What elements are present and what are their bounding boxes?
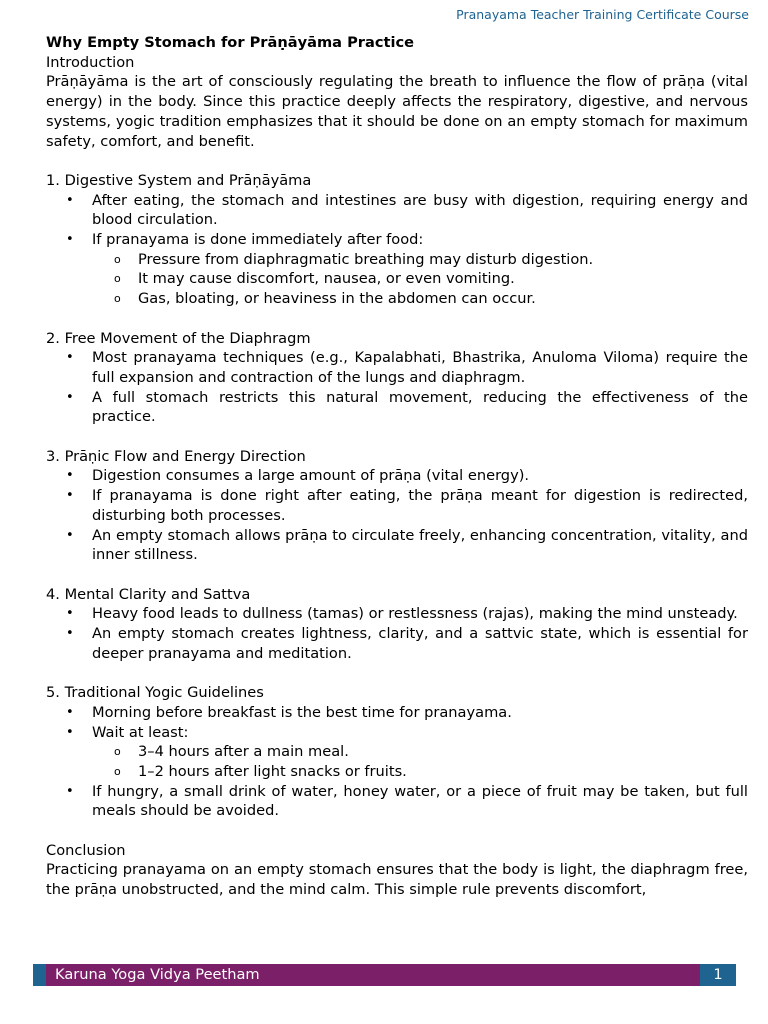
section-heading-pranic-flow: 3. Prāṇic Flow and Energy Direction xyxy=(46,447,306,465)
section-heading-mental-clarity: 4. Mental Clarity and Sattva xyxy=(46,585,251,603)
document-title: Why Empty Stomach for Prāṇāyāma Practice xyxy=(46,34,415,51)
list-item xyxy=(46,604,748,624)
hollow-bullet-icon: o xyxy=(114,272,121,286)
bullet-icon: • xyxy=(66,192,74,208)
bullet-icon: • xyxy=(66,350,74,366)
page-number: 1 xyxy=(700,964,736,986)
bullet-list xyxy=(46,348,748,427)
bullet-list xyxy=(46,191,748,309)
list-item-text: Morning before breakfast is the best time for pranayama. xyxy=(92,703,512,721)
list-item xyxy=(46,624,748,663)
list-item xyxy=(46,191,748,230)
list-item-text: Digestion consumes a large amount of prāṇa (vital energy). xyxy=(92,467,530,485)
hollow-bullet-icon: o xyxy=(114,252,121,266)
sub-list-item xyxy=(92,289,748,309)
list-item xyxy=(46,703,748,723)
sub-bullet-list xyxy=(92,742,748,781)
bullet-icon: • xyxy=(66,724,74,740)
footer-accent-block xyxy=(33,964,46,986)
bullet-list xyxy=(46,604,748,663)
bullet-icon: • xyxy=(66,232,74,248)
bullet-icon: • xyxy=(66,704,74,720)
bullet-icon: • xyxy=(66,626,74,642)
bullet-list xyxy=(46,466,748,565)
list-item xyxy=(46,348,748,387)
page-footer xyxy=(33,964,736,986)
bullet-icon: • xyxy=(66,389,74,405)
list-item xyxy=(46,723,748,782)
page-header: Pranayama Teacher Training Certificate Course xyxy=(456,7,749,22)
sub-bullet-list xyxy=(92,250,748,309)
conclusion-paragraph: Practicing pranayama on an empty stomach ensures that the body is light, the diaphragm free, the prāṇa unobstructed, and the mind calm. This simple rule prevents discomfort, xyxy=(46,861,748,899)
bullet-icon: • xyxy=(66,606,74,622)
list-item xyxy=(46,466,748,486)
hollow-bullet-icon: o xyxy=(114,292,121,306)
sub-list-item xyxy=(92,762,748,782)
sub-list-item-text: Pressure from diaphragmatic breathing may disturb digestion. xyxy=(138,250,594,268)
list-item-text: Most pranayama techniques (e.g., Kapalabhati, Bhastrika, Anuloma Viloma) require the full expansion and contraction of the lungs and diaphragm. xyxy=(92,349,748,386)
section-heading-diaphragm: 2. Free Movement of the Diaphragm xyxy=(46,329,311,347)
hollow-bullet-icon: o xyxy=(114,745,121,759)
intro-paragraph: Prāṇāyāma is the art of consciously regulating the breath to influence the flow of prāṇa (vital energy) in the body. Since this practice deeply affects the respiratory, digestive, and nervous systems, yogic tradition emphasizes that it should be done on an empty stomach for maximum safety, comfort, and benefit. xyxy=(46,73,748,150)
list-item-text: If hungry, a small drink of water, honey water, or a piece of fruit may be taken, but full meals should be avoided. xyxy=(92,782,748,820)
bullet-icon: • xyxy=(66,468,74,484)
conclusion-heading: Conclusion xyxy=(46,841,126,859)
list-item-text: Wait at least: xyxy=(92,723,189,741)
bullet-icon: • xyxy=(66,488,74,504)
sub-list-item-text: 3–4 hours after a main meal. xyxy=(138,743,349,761)
list-item-text: If pranayama is done immediately after food: xyxy=(92,231,424,249)
list-item-text: A full stomach restricts this natural movement, reducing the effectiveness of the practice. xyxy=(92,388,748,426)
list-item-text: If pranayama is done right after eating, the prāṇa meant for digestion is redirected, disturbing both processes. xyxy=(92,487,748,524)
bullet-list xyxy=(46,703,748,821)
footer-org-bar xyxy=(46,964,700,986)
intro-heading: Introduction xyxy=(46,53,135,71)
document-body xyxy=(46,33,748,900)
list-item xyxy=(46,486,748,525)
list-item-text: Heavy food leads to dullness (tamas) or restlessness (rajas), making the mind unsteady. xyxy=(92,605,738,623)
footer-org-name: Karuna Yoga Vidya Peetham xyxy=(55,966,260,983)
section-heading-digestive: 1. Digestive System and Prāṇāyāma xyxy=(46,171,312,189)
sub-list-item-text: It may cause discomfort, nausea, or even vomiting. xyxy=(138,270,515,288)
sub-list-item-text: Gas, bloating, or heaviness in the abdomen can occur. xyxy=(138,290,536,308)
sub-list-item xyxy=(92,269,748,289)
list-item-text: After eating, the stomach and intestines are busy with digestion, requiring energy and blood circulation. xyxy=(92,191,748,229)
sub-list-item xyxy=(92,250,748,270)
section-heading-guidelines: 5. Traditional Yogic Guidelines xyxy=(46,684,264,702)
bullet-icon: • xyxy=(66,783,74,799)
list-item xyxy=(46,388,748,427)
hollow-bullet-icon: o xyxy=(114,764,121,778)
list-item xyxy=(46,782,748,821)
list-item-text: An empty stomach allows prāṇa to circulate freely, enhancing concentration, vitality, and inner stillness. xyxy=(92,526,748,564)
list-item-text: An empty stomach creates lightness, clarity, and a sattvic state, which is essential for deeper pranayama and meditation. xyxy=(92,625,748,662)
bullet-icon: • xyxy=(66,527,74,543)
sub-list-item-text: 1–2 hours after light snacks or fruits. xyxy=(138,762,407,780)
sub-list-item xyxy=(92,742,748,762)
list-item xyxy=(46,526,748,565)
list-item xyxy=(46,230,748,309)
